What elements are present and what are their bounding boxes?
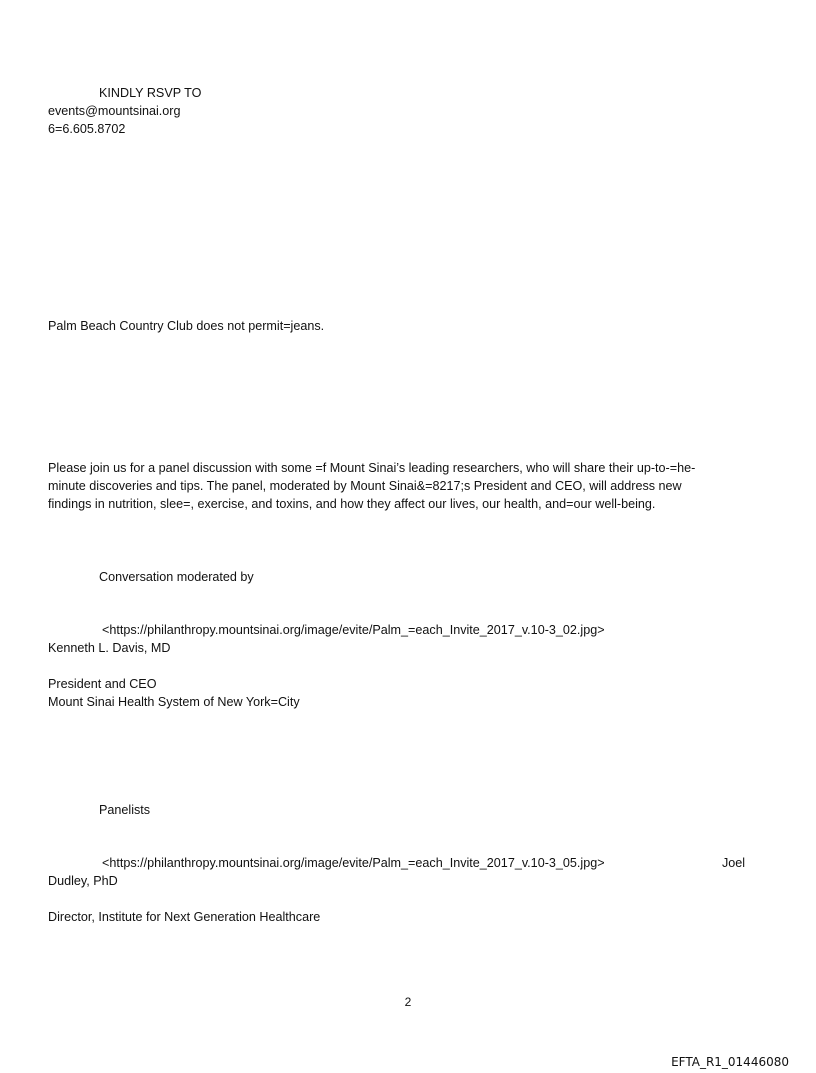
moderator-section-label: Conversation moderated by [99,570,254,584]
page-number: 2 [404,995,412,1009]
panelist-name-part1: Joel [722,856,746,870]
dress-code-note: Palm Beach Country Club does not permit=jeans. [48,319,325,333]
moderator-name: Kenneth L. Davis, MD [48,641,171,655]
moderator-organization: Mount Sinai Health System of New York=City [48,695,300,709]
invitation-line-2: minute discoveries and tips. The panel, moderated by Mount Sinai&=8217;s President and CEO, will address new [48,479,682,493]
moderator-image-link: <https://philanthropy.mountsinai.org/image/evite/Palm_=each_Invite_2017_v.10-3_02.jpg> [102,623,605,637]
document-id: EFTA_R1_01446080 [671,1055,789,1069]
rsvp-heading: KINDLY RSVP TO [99,86,202,100]
panelist-title: Director, Institute for Next Generation Healthcare [48,910,321,924]
moderator-title: President and CEO [48,677,157,691]
panelist-image-link: <https://philanthropy.mountsinai.org/image/evite/Palm_=each_Invite_2017_v.10-3_05.jpg> [102,856,605,870]
panelists-section-label: Panelists [99,803,151,817]
invitation-line-3: findings in nutrition, slee=, exercise, and toxins, and how they affect our lives, our health, and=our well-being. [48,497,656,511]
rsvp-phone: 6=6.605.8702 [48,122,126,136]
invitation-line-1: Please join us for a panel discussion with some =f Mount Sinai’s leading researchers, who will share their up-to-=he- [48,461,696,475]
rsvp-email: events@mountsinai.org [48,104,181,118]
panelist-name-part2: Dudley, PhD [48,874,118,888]
